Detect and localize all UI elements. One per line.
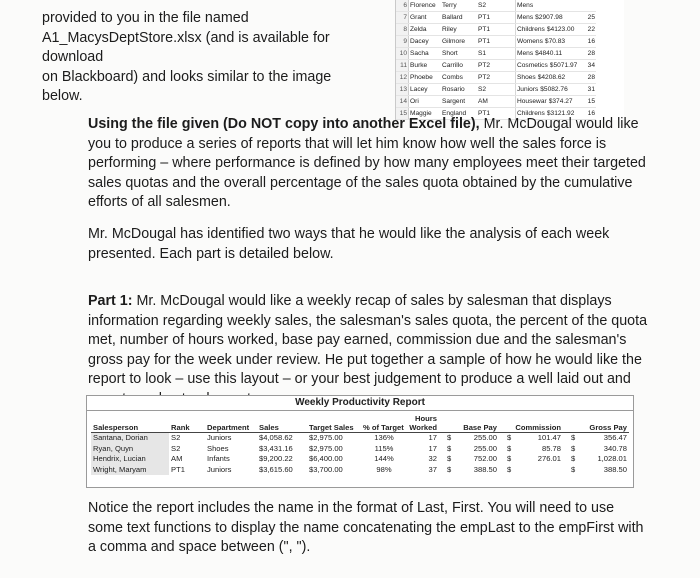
- cell-base-pay-value: 255.00: [473, 443, 497, 453]
- cell-base-pay-value: 388.50: [473, 464, 497, 474]
- sheet-cell-amount: $4840.11: [535, 50, 563, 57]
- sheet-cell-empty: [503, 12, 516, 24]
- spreadsheet-row: [396, 24, 596, 36]
- spreadsheet-row: [396, 72, 596, 84]
- cell-gross-pay: [563, 433, 629, 444]
- sheet-cell-first: Maggie: [409, 108, 442, 120]
- cell-rank: PT1: [171, 464, 185, 474]
- cell-hours: 32: [428, 454, 437, 463]
- currency-symbol: $: [507, 454, 512, 463]
- header-sales: Sales: [257, 423, 307, 433]
- sheet-cell-dept: [516, 0, 581, 12]
- cell-commission-value: 276.01: [537, 454, 561, 463]
- sheet-cell-amount: $4123.00: [546, 26, 575, 33]
- sheet-cell-first: Sacha: [409, 48, 442, 60]
- sheet-cell-amount: $5082.76: [540, 86, 568, 93]
- cell-salesperson: Hendrix, Lucian: [91, 454, 169, 465]
- sheet-cell-rank: PT2: [477, 60, 503, 72]
- sheet-cell-num: 9: [396, 36, 409, 48]
- sheet-cell-rank: PT1: [477, 12, 503, 24]
- sheet-cell-last: Short: [441, 48, 477, 60]
- sheet-cell-dept-name: Childrens: [517, 110, 545, 117]
- cell-hours: 17: [428, 433, 437, 442]
- sheet-cell-first: Burke: [409, 60, 442, 72]
- cell-salesperson: Santana, Dorian: [91, 433, 169, 444]
- cell-sales: $4,058.62: [259, 433, 293, 442]
- sheet-cell-num: 13: [396, 84, 409, 96]
- sheet-cell-val: 34: [580, 60, 596, 72]
- using-file-paragraph: [88, 115, 648, 213]
- cell-gross-pay-value: 340.78: [603, 443, 627, 453]
- sheet-cell-num: 7: [396, 12, 409, 24]
- spreadsheet-row: [396, 96, 596, 108]
- currency-symbol: $: [571, 454, 576, 463]
- sheet-cell-num: 15: [396, 108, 409, 120]
- sheet-cell-dept-name: Mens: [517, 50, 534, 57]
- cell-target-sales: $2,975.00: [309, 433, 343, 442]
- sheet-cell-val: 15: [580, 96, 596, 108]
- part1-paragraph: [88, 292, 648, 410]
- sheet-cell-first: Dacey: [409, 36, 442, 48]
- cell-department: Juniors: [207, 464, 232, 474]
- currency-symbol: $: [447, 454, 452, 463]
- sheet-cell-last: Combs: [441, 72, 477, 84]
- analysis-paragraph: Mr. McDougal has identified two ways that he would like the analysis of each week presented. Each part is detailed below.: [88, 226, 610, 262]
- spreadsheet-row: [396, 84, 596, 96]
- header-hours-worked: Worked: [407, 423, 439, 433]
- sheet-cell-num: 8: [396, 24, 409, 36]
- sheet-cell-dept-name: Juniors: [517, 86, 539, 93]
- cell-gross-pay: [563, 465, 629, 476]
- cell-rank: S2: [171, 433, 181, 442]
- sheet-cell-last: Rosario: [441, 84, 477, 96]
- sheet-cell-rank: S1: [477, 48, 503, 60]
- spreadsheet-row: [396, 48, 596, 60]
- sheet-cell-dept-name: Housewar: [517, 98, 547, 105]
- cell-pct-target: 136%: [374, 433, 394, 442]
- cell-base-pay: [439, 444, 499, 455]
- sheet-cell-empty: [503, 96, 516, 108]
- sheet-cell-rank: PT2: [477, 72, 503, 84]
- currency-symbol: $: [447, 464, 452, 474]
- currency-symbol: $: [507, 433, 512, 442]
- sheet-cell-empty: [503, 24, 516, 36]
- sheet-cell-amount: $5071.97: [549, 62, 578, 69]
- header-salesperson: Salesperson: [91, 423, 169, 433]
- sheet-cell-amount: $4208.62: [537, 74, 566, 81]
- sheet-cell-val: 25: [580, 12, 596, 24]
- header-department: Department: [205, 423, 257, 433]
- cell-hours: 17: [428, 443, 437, 453]
- sheet-cell-dept: [516, 48, 581, 60]
- sheet-cell-first: Ori: [409, 96, 442, 108]
- currency-symbol: $: [571, 443, 576, 453]
- cell-pct-target: 144%: [374, 454, 394, 463]
- sheet-cell-dept: [516, 60, 581, 72]
- sheet-cell-val: 16: [580, 36, 596, 48]
- sheet-cell-first: Phoebe: [409, 72, 442, 84]
- sheet-cell-amount: $2907.98: [535, 14, 563, 21]
- sheet-cell-first: Lacey: [409, 84, 442, 96]
- sheet-cell-last: Riley: [441, 24, 477, 36]
- intro-line-1: provided to you in the file named: [42, 10, 249, 26]
- sheet-cell-empty: [503, 36, 516, 48]
- spreadsheet-row: [396, 0, 596, 12]
- spreadsheet-rows: [396, 0, 596, 120]
- cell-sales: $3,431.16: [259, 443, 293, 453]
- header-rank: Rank: [169, 423, 205, 433]
- report-table: [91, 414, 629, 475]
- cell-sales: $3,615.60: [259, 464, 293, 474]
- sheet-cell-last: Carrillo: [441, 60, 477, 72]
- sheet-cell-first: Grant: [409, 12, 442, 24]
- sheet-cell-dept-name: Childrens: [517, 26, 545, 33]
- cell-base-pay: [439, 454, 499, 465]
- header-hours-top: Hours: [415, 414, 437, 423]
- sheet-cell-dept: [516, 24, 581, 36]
- sheet-cell-num: 10: [396, 48, 409, 60]
- report-row: [91, 465, 629, 476]
- cell-gross-pay-value: 1,028.01: [597, 454, 627, 463]
- cell-gross-pay-value: 388.50: [603, 464, 627, 474]
- using-file-bold: Using the file given (Do NOT copy into another Excel file),: [88, 116, 480, 132]
- sheet-cell-val: 31: [580, 84, 596, 96]
- cell-department: Shoes: [207, 443, 229, 453]
- cell-commission: [499, 433, 563, 444]
- sheet-cell-rank: PT1: [477, 36, 503, 48]
- cell-salesperson: Wright, Maryam: [91, 465, 169, 476]
- cell-salesperson: Ryan, Quyn: [91, 444, 169, 455]
- sheet-cell-val: 28: [580, 48, 596, 60]
- cell-base-pay: [439, 433, 499, 444]
- cell-gross-pay: [563, 444, 629, 455]
- part1-body: Mr. McDougal would like a weekly recap of sales by salesman that displays information regarding weekly sales, the salesman's sales quota, the percent of the quota met, number of hours worked, base pay earned, commission due and the salesman's gross pay for the week under review. He put together a sample of how he would like the report to look – use this layout – or your best judgement to produce a well laid out and: [88, 293, 648, 388]
- sheet-cell-amount: $70.83: [544, 38, 566, 45]
- sheet-cell-dept-name: Mens: [517, 2, 534, 9]
- cell-rank: S2: [171, 443, 181, 453]
- sheet-cell-rank: PT1: [477, 108, 503, 120]
- currency-symbol: $: [571, 433, 576, 442]
- sheet-cell-val: [580, 0, 596, 12]
- cell-sales: $9,200.22: [259, 454, 293, 463]
- sheet-cell-dept-name: Cosmetics: [517, 62, 548, 69]
- sheet-cell-empty: [503, 72, 516, 84]
- intro-line-2: A1_MacysDeptStore.xlsx (and is available for download: [42, 29, 330, 66]
- currency-symbol: $: [507, 443, 512, 453]
- sheet-cell-dept-name: Womens: [517, 38, 543, 45]
- sheet-cell-last: Ballard: [441, 12, 477, 24]
- cell-commission-value: 85.78: [541, 443, 561, 453]
- sheet-cell-last: Sargent: [441, 96, 477, 108]
- sheet-cell-rank: AM: [477, 96, 503, 108]
- sheet-cell-first: Florence: [409, 0, 442, 12]
- currency-symbol: $: [507, 464, 512, 474]
- cell-commission: [499, 444, 563, 455]
- sheet-cell-val: 22: [580, 24, 596, 36]
- sheet-cell-dept-name: Mens: [517, 14, 534, 21]
- spreadsheet-snippet: [395, 0, 624, 120]
- cell-gross-pay-value: 356.47: [603, 433, 627, 442]
- sheet-cell-last: Terry: [441, 0, 477, 12]
- sheet-cell-num: 6: [396, 0, 409, 12]
- sheet-cell-val: 16: [580, 108, 596, 120]
- currency-symbol: $: [571, 464, 576, 474]
- part1-label: Part 1:: [88, 293, 133, 309]
- sheet-cell-empty: [503, 48, 516, 60]
- weekly-productivity-report: [86, 395, 634, 488]
- header-target-sales: Target Sales: [307, 423, 361, 433]
- cell-target-sales: $2,975.00: [309, 443, 343, 453]
- sheet-cell-amount: $374.27: [548, 98, 573, 105]
- spreadsheet-row: [396, 12, 596, 24]
- cell-rank: AM: [171, 454, 183, 463]
- sheet-cell-num: 14: [396, 96, 409, 108]
- cell-commission-value: 101.47: [537, 433, 561, 442]
- cell-commission: [499, 465, 563, 476]
- intro-paragraph: [42, 9, 372, 107]
- sheet-cell-dept: [516, 84, 581, 96]
- cell-base-pay-value: 255.00: [473, 433, 497, 442]
- report-title: Weekly Productivity Report: [295, 397, 425, 408]
- cell-base-pay-value: 752.00: [473, 454, 497, 463]
- header-pct-target: % of Target: [361, 423, 407, 433]
- cell-pct-target: 98%: [376, 464, 392, 474]
- sheet-cell-empty: [503, 84, 516, 96]
- report-row: [91, 444, 629, 455]
- header-gross-pay: Gross Pay: [563, 423, 629, 433]
- intro-line-3: on Blackboard) and looks similar to the image below.: [42, 68, 332, 105]
- sheet-cell-dept: [516, 36, 581, 48]
- currency-symbol: $: [447, 433, 452, 442]
- cell-target-sales: $3,700.00: [309, 464, 343, 474]
- sheet-cell-dept-name: Shoes: [517, 74, 536, 81]
- header-commission: Commission: [499, 423, 563, 433]
- cell-commission: [499, 454, 563, 465]
- currency-symbol: $: [447, 443, 452, 453]
- sheet-cell-empty: [503, 60, 516, 72]
- report-divider: [87, 410, 633, 411]
- report-row: [91, 433, 629, 444]
- sheet-cell-rank: S2: [477, 0, 503, 12]
- sheet-cell-last: England: [441, 108, 477, 120]
- cell-target-sales: $6,400.00: [309, 454, 343, 463]
- cell-department: Infants: [207, 454, 230, 463]
- cell-department: Juniors: [207, 433, 232, 442]
- using-file-rest: Mr. McDougal would like you to produce a series of reports that will let him know how well the sales force is performing – where performance is defined by how many employees meet their targeted sales quotas and the overall percentage of the sales quota obtained by the cumulative efforts of all salesmen.: [88, 116, 646, 211]
- cell-gross-pay: [563, 454, 629, 465]
- sheet-cell-rank: S2: [477, 84, 503, 96]
- sheet-cell-first: Zelda: [409, 24, 442, 36]
- cell-pct-target: 115%: [374, 443, 394, 453]
- cell-hours: 37: [428, 464, 437, 474]
- sheet-cell-val: 28: [580, 72, 596, 84]
- sheet-cell-empty: [503, 0, 516, 12]
- sheet-cell-dept: [516, 72, 581, 84]
- sheet-cell-num: 11: [396, 60, 409, 72]
- sheet-cell-dept: [516, 12, 581, 24]
- sheet-cell-rank: PT1: [477, 24, 503, 36]
- cell-base-pay: [439, 465, 499, 476]
- report-rows: [91, 433, 629, 476]
- sheet-cell-last: Gilmore: [441, 36, 477, 48]
- sheet-cell-num: 12: [396, 72, 409, 84]
- spreadsheet-row: [396, 36, 596, 48]
- notice-paragraph: Notice the report includes the name in the format of Last, First. You will need to use some text functions to display the name concatenating the empLast to the empFirst with a comma and space between (", ").: [88, 500, 644, 556]
- header-base-pay: Base Pay: [439, 423, 499, 433]
- spreadsheet-row: [396, 60, 596, 72]
- sheet-cell-dept: [516, 96, 581, 108]
- sheet-cell-amount: $3121.92: [546, 110, 575, 117]
- report-row: [91, 454, 629, 465]
